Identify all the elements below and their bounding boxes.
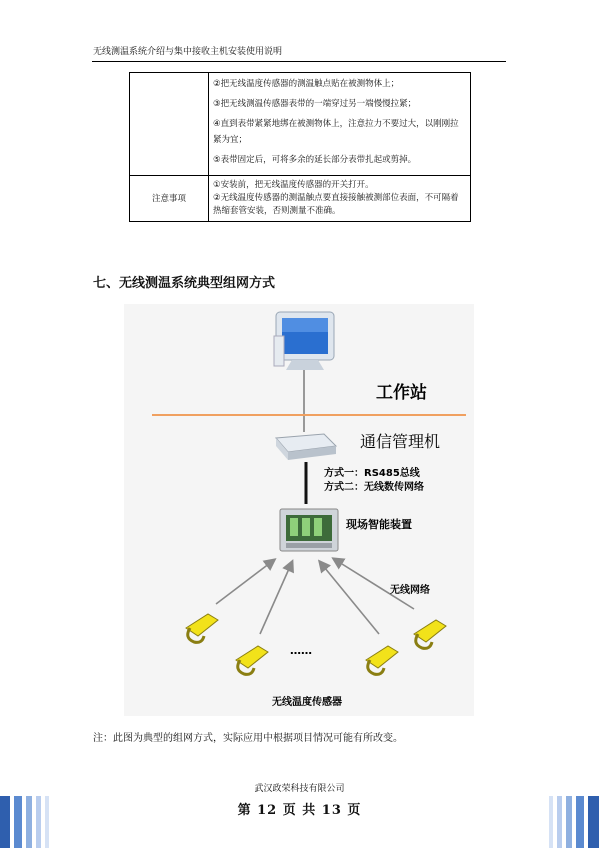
list-item: ①安装前，把无线温度传感器的开关打开。 xyxy=(213,180,374,190)
wireless-network-label: 无线网络 xyxy=(390,585,430,596)
table-row xyxy=(130,73,471,176)
mode2-label: 方式二：无线数传网络 xyxy=(324,482,424,493)
header-rule xyxy=(92,61,506,62)
workstation-label: 工作站 xyxy=(376,383,427,403)
field-device-label: 现场智能装置 xyxy=(346,518,412,531)
ellipsis-label: …… xyxy=(290,644,312,657)
field-device-icon xyxy=(280,509,338,551)
document-header: 无线测温系统介绍与集中接收主机安装使用说明 xyxy=(93,47,283,57)
installation-table xyxy=(129,72,471,222)
table-cell-empty xyxy=(130,73,209,176)
list-item: ②把无线温度传感器的测温触点贴在被测物体上； xyxy=(213,79,400,89)
network-diagram xyxy=(124,304,474,716)
list-item: ③把无线测温传感器表带的一端穿过另一端慢慢拉紧； xyxy=(213,99,417,109)
mode1-label: 方式一：RS485总线 xyxy=(324,468,420,479)
sensor-label: 无线温度传感器 xyxy=(272,697,342,708)
notes-cell xyxy=(209,176,471,222)
notes-label: 注意事项 xyxy=(130,176,209,222)
table-row xyxy=(130,176,471,222)
diagram-note: 注：此图为典型的组网方式，实际应用中根据项目情况可能有所改变。 xyxy=(93,733,403,744)
list-item: ②无线温度传感器的测温触点要直接接触被测部位表面，不可隔着热缩套管安装，否则测量不准确。 xyxy=(213,193,459,216)
page-number: 第 12 页 共 13 页 xyxy=(237,803,362,818)
list-item: ⑤表带固定后，可将多余的延长部分表带扎起或剪掉。 xyxy=(213,155,417,165)
company-name: 武汉政荣科技有限公司 xyxy=(254,784,345,794)
section-title: 七、无线测温系统典型组网方式 xyxy=(93,276,276,291)
steps-cell xyxy=(209,73,471,176)
list-item: ④直到表带紧紧地绑在被测物体上，注意拉力不要过大，以刚刚拉紧为宜； xyxy=(213,119,459,145)
comm-manager-label: 通信管理机 xyxy=(360,432,441,451)
